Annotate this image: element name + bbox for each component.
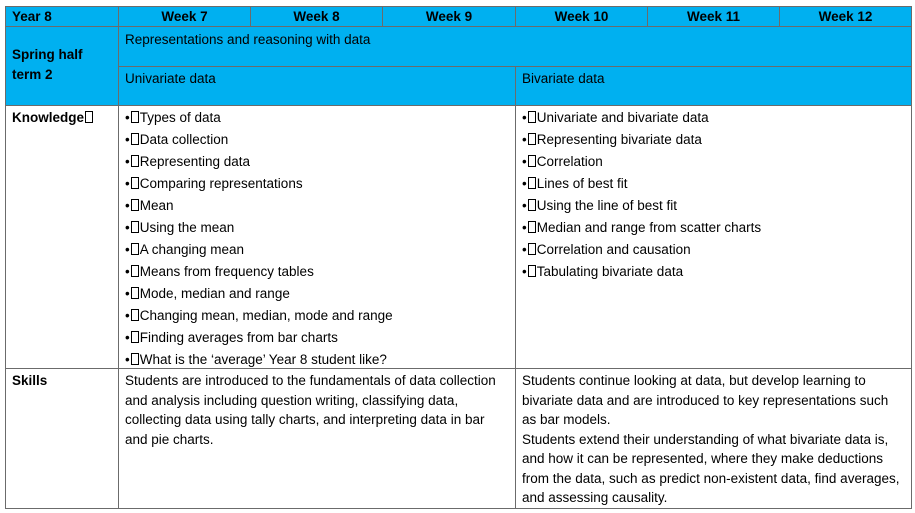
- bullet-icon: •: [125, 264, 130, 279]
- week-10-header: Week 10: [515, 6, 648, 27]
- bullet-icon: •: [522, 154, 527, 169]
- missing-glyph-icon: [131, 133, 139, 145]
- knowledge-item-text: Data collection: [139, 132, 229, 147]
- knowledge-item: [125, 283, 509, 305]
- knowledge-item: [125, 327, 509, 349]
- unit-title: Representations and reasoning with data: [125, 32, 371, 47]
- knowledge-item: [125, 261, 509, 283]
- knowledge-item: [125, 239, 509, 261]
- knowledge-item-text: Finding averages from bar charts: [139, 330, 338, 345]
- knowledge-right-list: [516, 106, 911, 284]
- knowledge-item: [522, 261, 905, 283]
- missing-glyph-icon: [131, 111, 139, 123]
- knowledge-item-text: Univariate and bivariate data: [536, 110, 709, 125]
- missing-glyph-icon: [131, 265, 139, 277]
- knowledge-item-text: Using the mean: [139, 220, 235, 235]
- knowledge-item: [522, 195, 905, 217]
- knowledge-item: [522, 217, 905, 239]
- missing-glyph-icon: [528, 133, 536, 145]
- unit-title-cell: [118, 26, 912, 67]
- bullet-icon: •: [125, 330, 130, 345]
- bivariate-cell: [515, 66, 912, 106]
- bullet-icon: •: [125, 220, 130, 235]
- missing-glyph-icon: [528, 221, 536, 233]
- term-cell: [5, 26, 119, 106]
- missing-glyph-icon: [528, 177, 536, 189]
- knowledge-item-text: Correlation: [536, 154, 603, 169]
- knowledge-item-text: Tabulating bivariate data: [536, 264, 684, 279]
- term-label: Spring half term 2: [12, 47, 83, 82]
- missing-glyph-icon: [131, 155, 139, 167]
- bullet-icon: •: [125, 176, 130, 191]
- skills-right-content: [516, 369, 911, 509]
- bullet-icon: •: [522, 220, 527, 235]
- knowledge-item: [125, 195, 509, 217]
- bullet-icon: •: [522, 242, 527, 257]
- knowledge-item: [125, 173, 509, 195]
- knowledge-item-text: Lines of best fit: [536, 176, 628, 191]
- knowledge-item-text: What is the ‘average’ Year 8 student like?: [139, 352, 387, 367]
- week-11-header: Week 11: [647, 6, 780, 27]
- knowledge-item-text: Comparing representations: [139, 176, 303, 191]
- missing-glyph-icon: [131, 287, 139, 299]
- skills-right-cell: [515, 368, 912, 509]
- missing-glyph-icon: [528, 111, 536, 123]
- knowledge-label-row: [6, 106, 118, 130]
- bullet-icon: •: [125, 198, 130, 213]
- skills-label-cell: [5, 368, 119, 509]
- bullet-icon: •: [522, 132, 527, 147]
- knowledge-item: [522, 151, 905, 173]
- bivariate-title: Bivariate data: [522, 71, 605, 86]
- knowledge-item-text: Mean: [139, 198, 174, 213]
- bullet-icon: •: [522, 198, 527, 213]
- bullet-icon: •: [125, 286, 130, 301]
- bullet-icon: •: [125, 110, 130, 125]
- missing-glyph-icon: [528, 243, 536, 255]
- bullet-icon: •: [522, 110, 527, 125]
- knowledge-item-text: Mode, median and range: [139, 286, 290, 301]
- missing-glyph-icon: [85, 111, 93, 123]
- knowledge-label-cell: [5, 105, 119, 369]
- missing-glyph-icon: [528, 265, 536, 277]
- missing-glyph-icon: [528, 155, 536, 167]
- bullet-icon: •: [522, 176, 527, 191]
- missing-glyph-icon: [131, 221, 139, 233]
- missing-glyph-icon: [131, 243, 139, 255]
- knowledge-item: [125, 305, 509, 327]
- knowledge-item: [125, 217, 509, 239]
- skills-label: Skills: [12, 373, 48, 388]
- knowledge-item: [522, 173, 905, 195]
- skills-left-cell: [118, 368, 516, 509]
- knowledge-item: [522, 129, 905, 151]
- missing-glyph-icon: [131, 177, 139, 189]
- skills-right-text-1: Students continue looking at data, but develop learning to bivariate data and are introduced to key representations such as bar models.: [522, 373, 889, 427]
- knowledge-item-text: Representing data: [139, 154, 251, 169]
- missing-glyph-icon: [131, 331, 139, 343]
- missing-glyph-icon: [131, 353, 139, 365]
- knowledge-left-cell: [118, 105, 516, 369]
- knowledge-label: Knowledge: [12, 110, 85, 125]
- knowledge-item: [125, 107, 509, 129]
- knowledge-right-cell: [515, 105, 912, 369]
- knowledge-item-text: A changing mean: [139, 242, 245, 257]
- skills-right-text-2: Students extend their understanding of what bivariate data is, and how it can be represented, where they make deductions from the data, such as predict non-existent data, find averages, and assessing causality.: [522, 431, 900, 505]
- knowledge-item-text: Means from frequency tables: [139, 264, 314, 279]
- knowledge-item-text: Median and range from scatter charts: [536, 220, 762, 235]
- knowledge-item-text: Changing mean, median, mode and range: [139, 308, 393, 323]
- bullet-icon: •: [522, 264, 527, 279]
- bullet-icon: •: [125, 308, 130, 323]
- knowledge-item-text: Types of data: [139, 110, 221, 125]
- year-label: Year 8: [5, 6, 119, 27]
- bullet-icon: •: [125, 132, 130, 147]
- knowledge-item-text: Using the line of best fit: [536, 198, 678, 213]
- week-8-header: Week 8: [250, 6, 383, 27]
- knowledge-left-list: [119, 106, 515, 369]
- knowledge-item-text: Representing bivariate data: [536, 132, 702, 147]
- missing-glyph-icon: [528, 199, 536, 211]
- bullet-icon: •: [125, 352, 130, 367]
- week-9-header: Week 9: [382, 6, 516, 27]
- knowledge-item: [522, 239, 905, 261]
- knowledge-item-text: Correlation and causation: [536, 242, 691, 257]
- missing-glyph-icon: [131, 309, 139, 321]
- univariate-title: Univariate data: [125, 71, 216, 86]
- skills-left-text: Students are introduced to the fundamentals of data collection and analysis including question writing, classifying data, collecting data using tally charts, and interpreting data in bar and pie charts.: [125, 373, 496, 447]
- knowledge-item: [125, 151, 509, 173]
- week-7-header: Week 7: [118, 6, 251, 27]
- knowledge-item: [125, 349, 509, 369]
- bullet-icon: •: [125, 242, 130, 257]
- bullet-icon: •: [125, 154, 130, 169]
- missing-glyph-icon: [131, 199, 139, 211]
- knowledge-item: [125, 129, 509, 151]
- knowledge-item: [522, 107, 905, 129]
- week-12-header: Week 12: [779, 6, 912, 27]
- univariate-cell: [118, 66, 516, 106]
